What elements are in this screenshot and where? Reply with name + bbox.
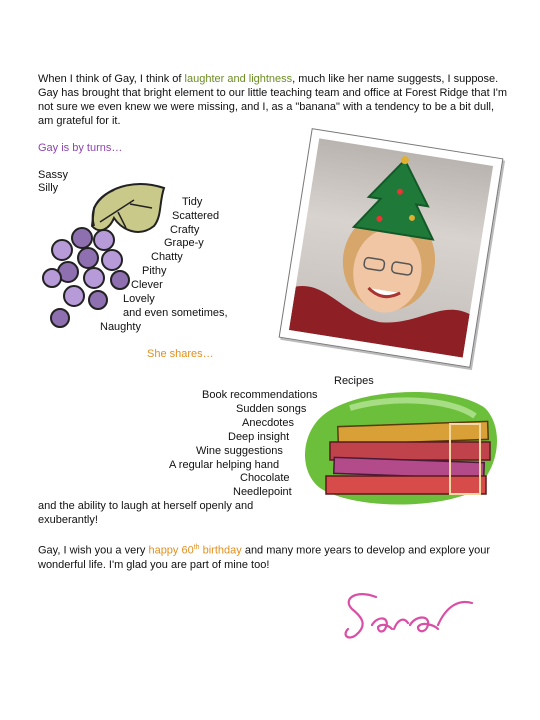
closing-birthday: birthday — [199, 544, 242, 557]
closing-text-end: and many more years to develop and explore your wonderful life. I'm glad you are part of mine too! — [38, 544, 491, 571]
shares-heading: She shares… — [147, 348, 214, 360]
photo-woman-christmas-tree-hat — [289, 138, 493, 357]
turn-item: Tidy — [182, 196, 203, 208]
share-item: Deep insight — [228, 431, 290, 443]
share-item: Needlepoint — [233, 486, 292, 498]
intro-text-end: , much like her name suggests, I suppose. Gay has brought that bright element to our little teaching team and office at Forest Ridge that I'm not sure we even knew we were missing, and I, as a "banana" with a tendency to be a bit dull, am grateful for it. — [38, 73, 508, 127]
share-item: Anecdotes — [242, 417, 294, 429]
closing-happy: happy 60 — [148, 544, 194, 557]
turn-item: Crafty — [170, 224, 200, 236]
turn-item: Scattered — [172, 210, 220, 222]
intro-highlight: laughter and lightness — [184, 73, 293, 85]
turn-item: Grape-y — [164, 237, 204, 249]
turn-item: Pithy — [142, 265, 167, 277]
turn-item: Silly — [38, 182, 59, 194]
photo-frame — [279, 128, 504, 368]
laugh-line-2: exuberantly! — [38, 514, 98, 526]
share-item: Sudden songs — [236, 403, 307, 415]
intro-text-start: When I think of Gay, I think of — [38, 73, 185, 85]
share-item: Recipes — [334, 375, 374, 387]
laugh-line-1: and the ability to laugh at herself openly and — [38, 500, 254, 512]
turns-heading: Gay is by turns… — [38, 142, 123, 154]
books-clipart — [300, 388, 500, 508]
closing-text-start: Gay, I wish you a very — [38, 544, 149, 557]
turn-item: Clever — [131, 279, 163, 291]
intro-paragraph — [38, 72, 508, 128]
share-item: A regular helping hand — [169, 459, 280, 471]
closing-paragraph — [38, 541, 518, 572]
closing-sup: th — [193, 544, 200, 551]
share-item: Book recommendations — [202, 389, 318, 401]
turn-item: and even sometimes, — [123, 307, 228, 319]
turn-item: Sassy — [38, 169, 68, 181]
share-item: Chocolate — [240, 472, 290, 484]
signature — [338, 585, 478, 645]
turn-item: Lovely — [123, 293, 155, 305]
turn-item: Chatty — [151, 251, 183, 263]
share-item: Wine suggestions — [196, 445, 283, 457]
turn-item: Naughty — [100, 321, 141, 333]
